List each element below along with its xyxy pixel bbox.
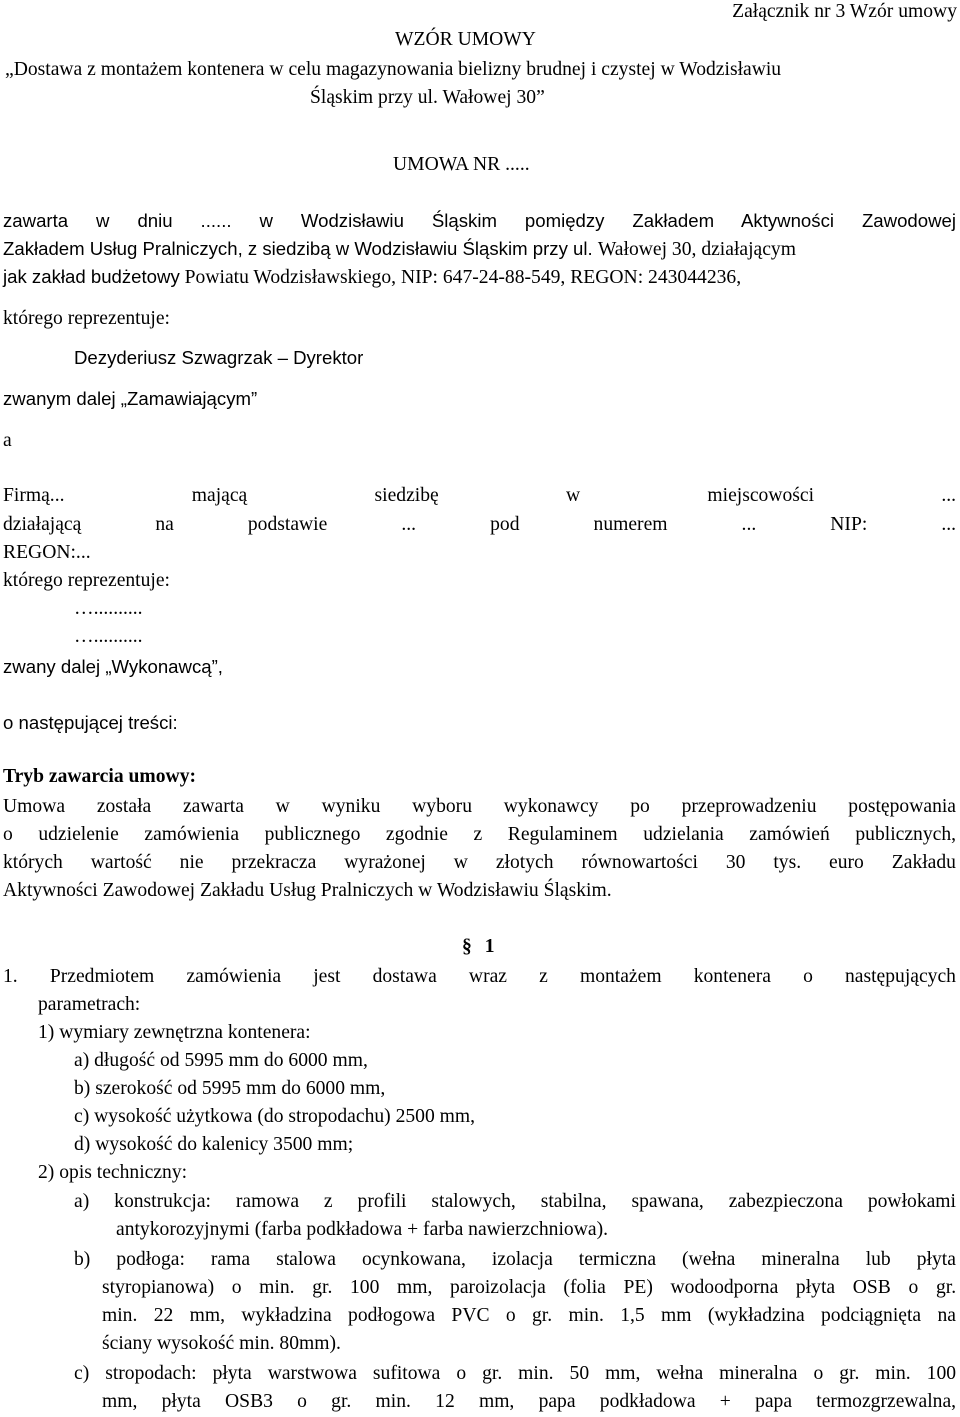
- tech-c-line-2: mm, płyta OSB3 o gr. min. 12 mm, papa podkładowa + papa termozgrzewalna,: [102, 1391, 957, 1412]
- tech-b-line-4: ściany wysokość min. 80mm).: [102, 1333, 341, 1354]
- subject-paragraph-line-2: parametrach:: [38, 994, 141, 1015]
- contractor-line-2: działającą na podstawie ... pod numerem ... NIP: ...: [3, 514, 957, 535]
- and-label: a: [3, 430, 12, 451]
- dimension-d: d) wysokość do kalenicy 3500 mm;: [74, 1134, 354, 1155]
- dimensions-heading: 1) wymiary zewnętrzna kontenera:: [38, 1022, 311, 1043]
- dimension-b: b) szerokość od 5995 mm do 6000 mm,: [74, 1078, 386, 1099]
- intro-line-1: zawarta w dniu ...... w Wodzisławiu Śląskim pomiędzy Zakładem Aktywności Zawodowej: [3, 210, 957, 231]
- tech-b-line-2: styropianowa) o min. gr. 100 mm, paroizolacja (folia PE) wodoodporna płyta OSB o gr.: [102, 1277, 957, 1298]
- contractor-represented-by: którego reprezentuje:: [3, 570, 171, 591]
- subject-line-1: „Dostawa z montażem kontenera w celu magazynowania bielizny brudnej i czystej w Wodzisławiu: [5, 59, 782, 80]
- subject-line-2: Śląskim przy ul. Wałowej 30”: [310, 87, 545, 108]
- section-number: 1: [484, 936, 495, 957]
- contractor-line-1: Firmą... mającą siedzibę w miejscowości ...: [3, 485, 957, 506]
- document-title: WZÓR UMOWY: [395, 29, 536, 50]
- mode-line-4: Aktywności Zawodowej Zakładu Usług Pralniczych w Wodzisławiu Śląskim.: [3, 880, 612, 901]
- intro-line-3: jak zakład budżetowy Powiatu Wodzisławskiego, NIP: 647-24-88-549, REGON: 243044236,: [3, 266, 742, 288]
- tech-a-line-2: antykorozyjnymi (farba podkładowa + farba nawierzchniowa).: [116, 1219, 608, 1240]
- ordering-party-label: zwanym dalej „Zamawiającym”: [3, 388, 258, 409]
- contractor-rep-2: …..........: [74, 626, 143, 647]
- intro-line-2: Zakładem Usług Pralniczych, z siedzibą w Wodzisławiu Śląskim przy ul. Wałowej 30, działającym: [3, 238, 796, 260]
- dimension-a: a) długość od 5995 mm do 6000 mm,: [74, 1050, 368, 1071]
- technical-heading: 2) opis techniczny:: [38, 1162, 188, 1183]
- subject-paragraph-line-1: 1. Przedmiotem zamówienia jest dostawa wraz z montażem kontenera o następujących: [3, 966, 956, 987]
- mode-line-3: których wartość nie przekracza wyrażonej w złotych równowartości 30 tys. euro Zakładu: [3, 852, 956, 873]
- mode-heading: Tryb zawarcia umowy:: [3, 766, 197, 787]
- contractor-label: zwany dalej „Wykonawcą”,: [3, 656, 223, 677]
- attachment-label: Załącznik nr 3 Wzór umowy: [732, 1, 957, 22]
- mode-line-1: Umowa została zawarta w wyniku wyboru wykonawcy po przeprowadzeniu postępowania: [3, 796, 957, 817]
- content-intro: o następującej treści:: [3, 712, 178, 733]
- mode-line-2: o udzielenie zamówienia publicznego zgodnie z Regulaminem udzielania zamówień publicznych,: [3, 824, 957, 845]
- tech-c-line-1: c) stropodach: płyta warstwowa sufitowa o gr. min. 50 mm, wełna mineralna o gr. min. 100: [74, 1363, 957, 1384]
- representative-name: Dezyderiusz Szwagrzak – Dyrektor: [74, 347, 364, 368]
- contract-number: UMOWA NR .....: [393, 154, 530, 175]
- tech-b-line-3: min. 22 mm, wykładzina podłogowa PVC o gr. min. 1,5 mm (wykładzina podciągnięta na: [102, 1305, 956, 1326]
- contractor-regon: REGON:...: [3, 542, 91, 563]
- represented-by-label: którego reprezentuje:: [3, 308, 171, 329]
- tech-b-line-1: b) podłoga: rama stalowa ocynkowana, izolacja termiczna (wełna mineralna lub płyta: [74, 1249, 956, 1270]
- dimension-c: c) wysokość użytkowa (do stropodachu) 2500 mm,: [74, 1106, 476, 1127]
- section-heading: [462, 937, 495, 957]
- section-symbol: §: [462, 936, 472, 957]
- tech-a-line-1: a) konstrukcja: ramowa z profili stalowych, stabilna, spawana, zabezpieczona powłokami: [74, 1191, 956, 1212]
- contractor-rep-1: …..........: [74, 598, 143, 619]
